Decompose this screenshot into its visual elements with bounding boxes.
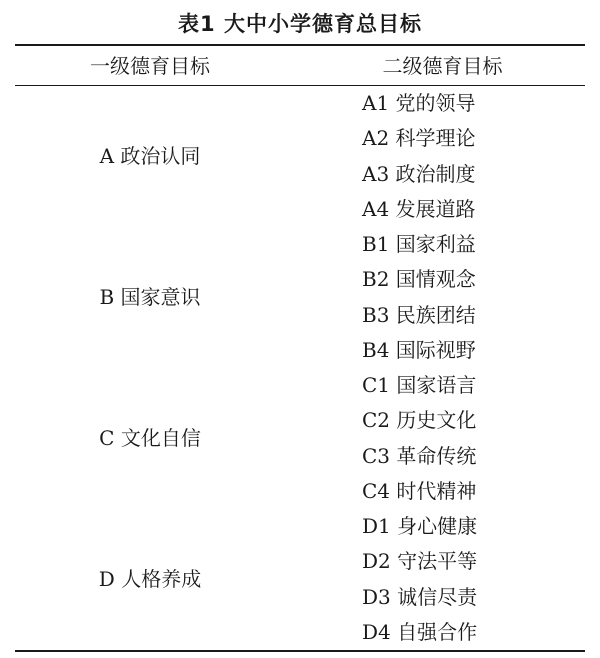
level1-goal: D 人格养成 xyxy=(98,567,202,591)
level2-goal-list xyxy=(362,86,582,227)
level2-goal: B1 国家利益 xyxy=(362,232,476,256)
level1-goal: A 政治认同 xyxy=(99,144,201,168)
level2-goal: C2 历史文化 xyxy=(362,408,477,433)
level2-goal-list xyxy=(362,227,582,368)
level2-goal: A3 政治制度 xyxy=(362,161,476,186)
level2-goal: B2 国情观念 xyxy=(362,267,476,292)
header-level2: 二级德育目标 xyxy=(382,54,503,78)
header-level1: 一级德育目标 xyxy=(90,54,210,78)
goal-group-c xyxy=(15,368,585,509)
table-top-rule xyxy=(15,44,585,46)
level1-goal: C 文化自信 xyxy=(99,426,201,450)
level2-goal: B3 民族团结 xyxy=(362,302,476,327)
level2-goal-list xyxy=(362,509,582,650)
level2-goal: D3 诚信尽责 xyxy=(362,584,478,609)
level2-goal: A4 发展道路 xyxy=(362,196,476,221)
level2-goal: A2 科学理论 xyxy=(362,126,476,151)
level1-goal: B 国家意识 xyxy=(99,285,201,309)
goal-group-a xyxy=(15,86,585,227)
goal-group-d xyxy=(15,509,585,650)
level2-goal: D2 守法平等 xyxy=(362,549,478,574)
goal-group-b xyxy=(15,227,585,368)
level2-goal: C3 革命传统 xyxy=(362,443,477,468)
level2-goal: B4 国际视野 xyxy=(362,337,476,362)
level2-goal: D4 自强合作 xyxy=(362,619,478,644)
table-title: 表1 大中小学德育总目标 xyxy=(178,12,422,36)
table-body xyxy=(15,86,585,650)
level2-goal: D1 身心健康 xyxy=(362,514,478,538)
level2-goal: C1 国家语言 xyxy=(362,373,477,397)
level2-goal: A1 党的领导 xyxy=(362,91,476,115)
level2-goal-list xyxy=(362,368,582,509)
level2-goal: C4 时代精神 xyxy=(362,478,477,503)
table-bottom-rule xyxy=(15,650,585,652)
